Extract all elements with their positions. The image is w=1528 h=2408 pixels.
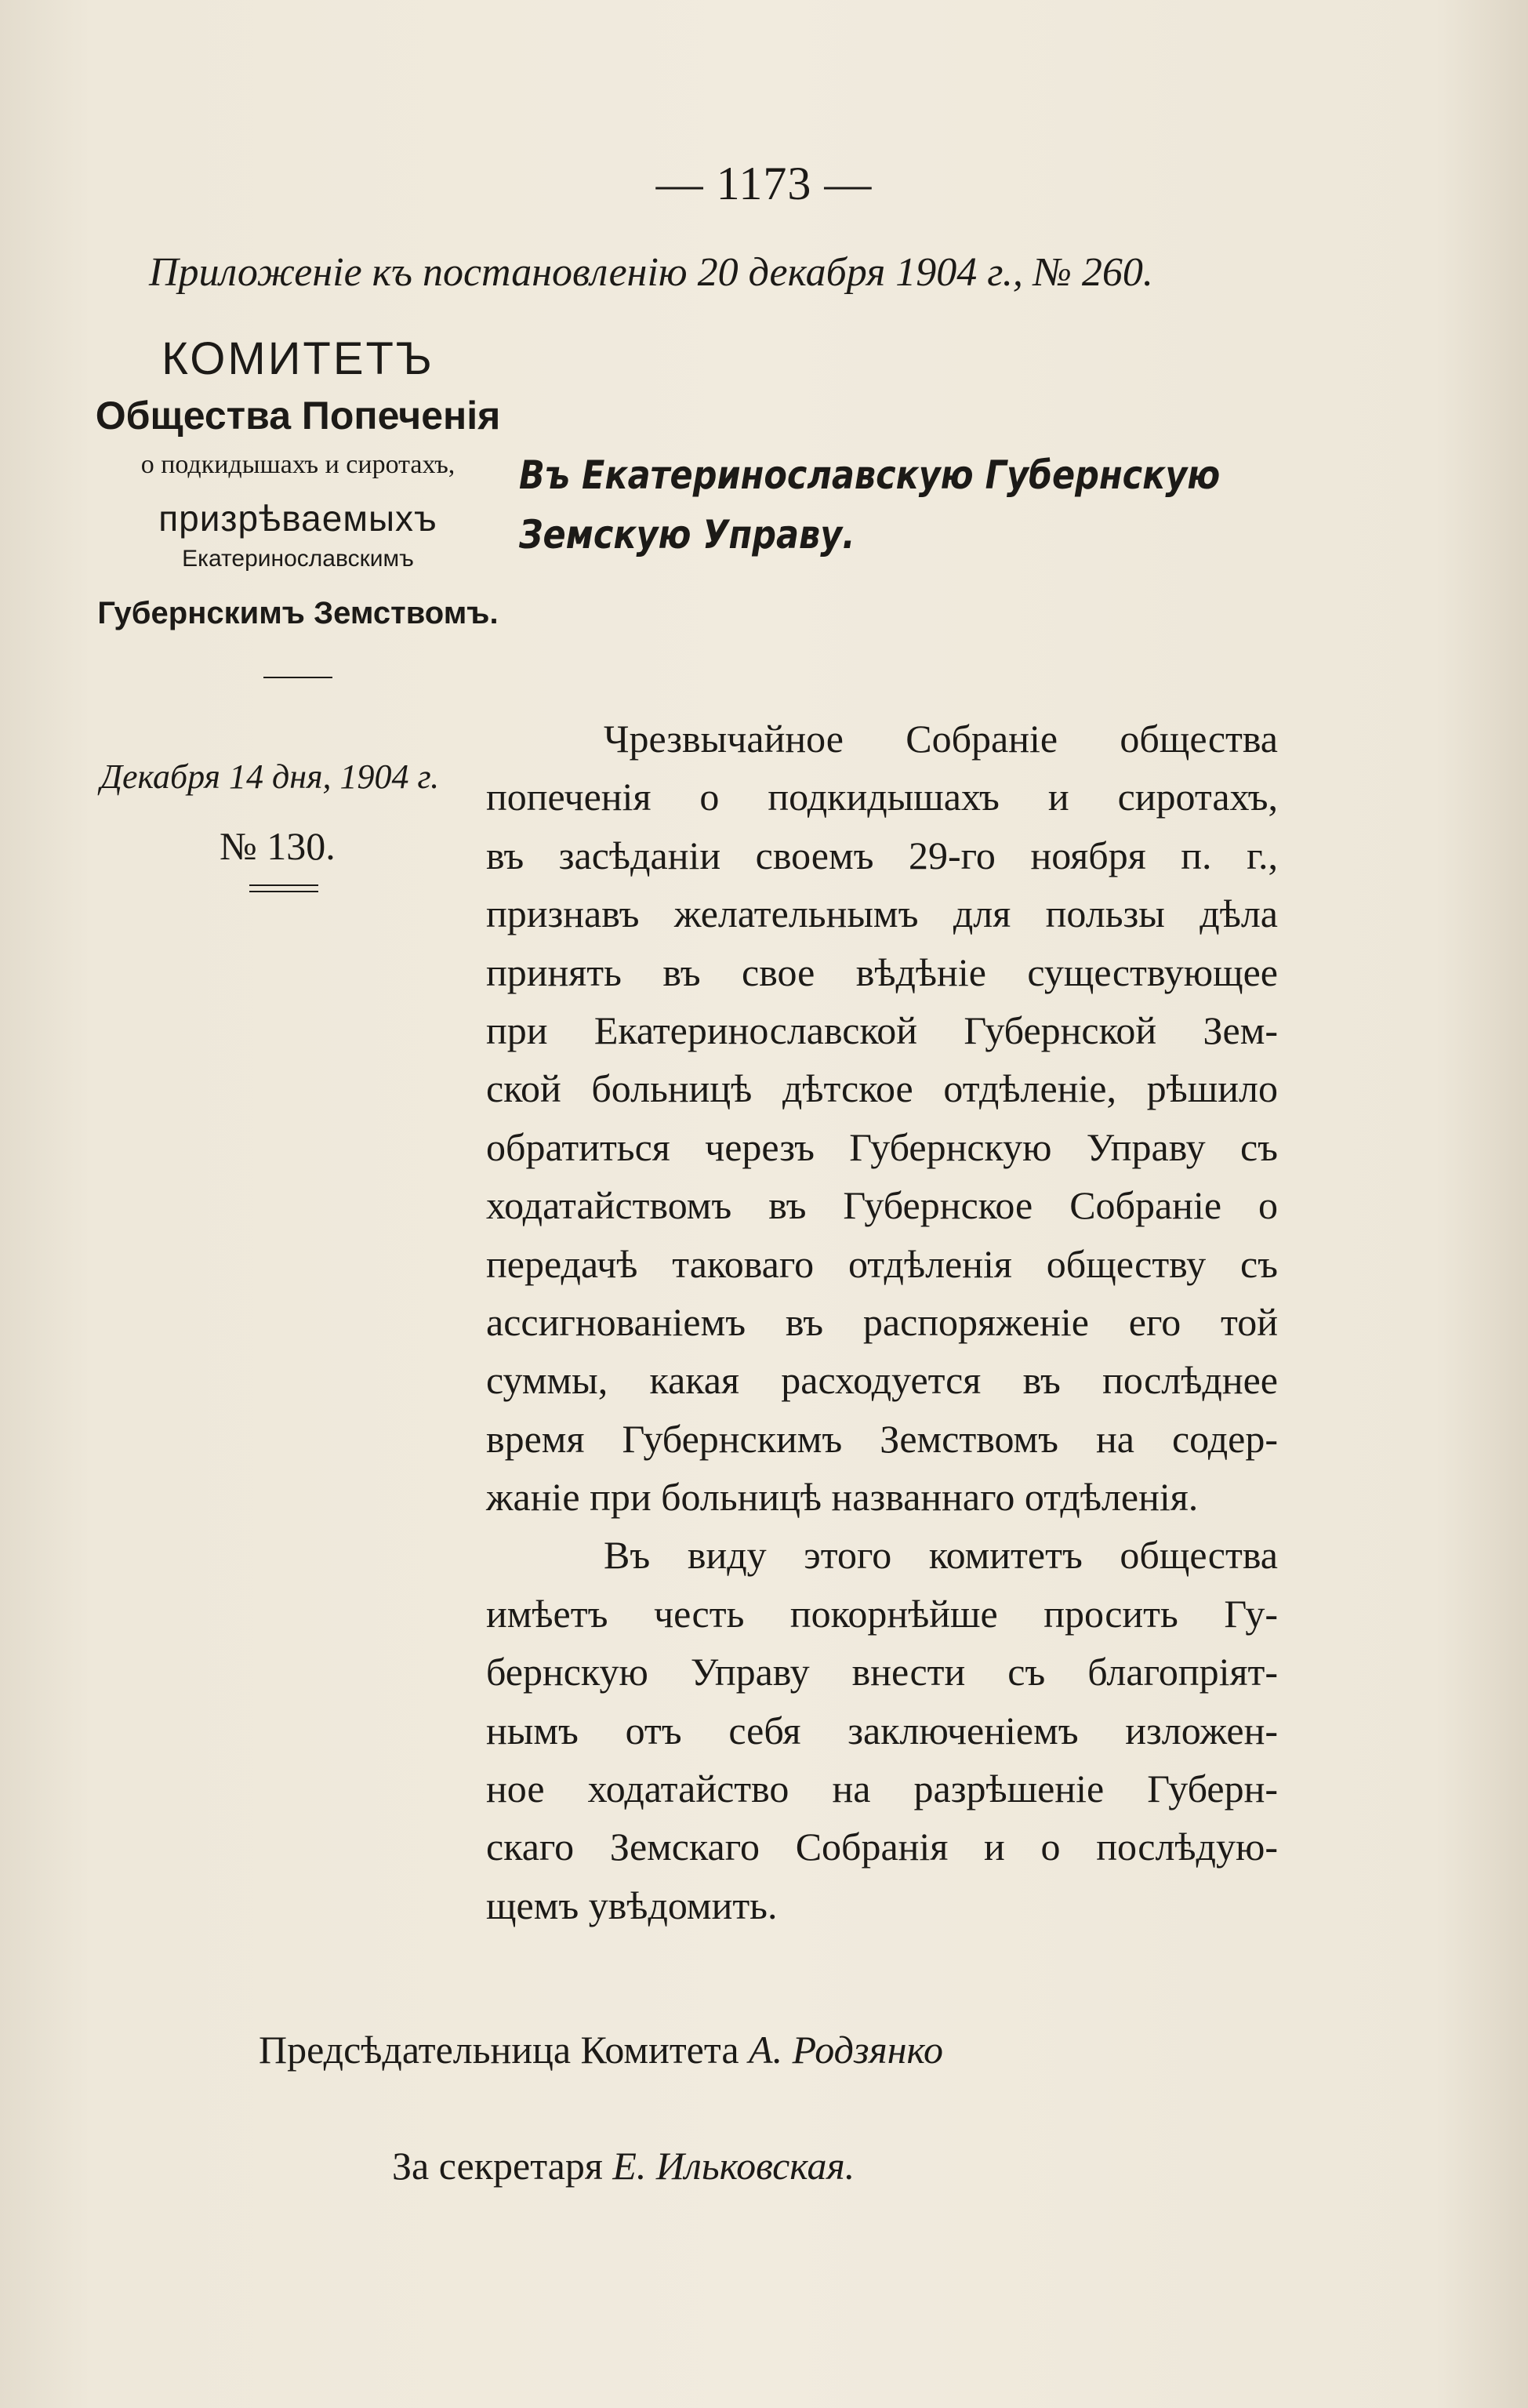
secretary-name: Е. Ильковская. (612, 2144, 855, 2188)
body-line: щемъ увѣдомить. (486, 1883, 778, 1927)
body-line: передачѣ таковаго отдѣленія обществу съ (486, 1241, 1278, 1286)
chair-name: А. Родзянко (749, 2028, 943, 2072)
body-line: ходатайствомъ въ Губернское Собраніе о (486, 1183, 1278, 1228)
society-ekaterinoslav-line: Екатеринославскимъ (182, 546, 414, 572)
letter-date: Декабря 14 дня, 1904 г. (100, 757, 440, 796)
appendix-note: Приложеніе къ постановленію 20 декабря 1904 г., № 260. (149, 250, 1153, 295)
addressee (519, 445, 1221, 565)
body-line: Въ виду этого комитетъ общества (604, 1533, 1278, 1578)
addressee-line: Въ Екатеринославскую Губернскую (519, 452, 1221, 498)
body-line: нымъ отъ себя заключеніемъ изложен- (486, 1708, 1278, 1752)
body-line: попеченія о подкидышахъ и сиротахъ, (486, 775, 1278, 819)
body-line: принять въ свое вѣдѣніе существующее (486, 950, 1278, 994)
body-line: бернскую Управу внести съ благопріят- (486, 1650, 1278, 1694)
body-line: ное ходатайство на разрѣшеніе Губерн- (486, 1767, 1278, 1811)
body-line: ассигнованіемъ въ распоряженіе его той (486, 1299, 1278, 1344)
body-line: время Губернскимъ Земствомъ на содер- (486, 1416, 1278, 1461)
body-line: признавъ желательнымъ для пользы дѣла (486, 892, 1278, 936)
body-line: суммы, какая расходуется въ послѣднее (486, 1358, 1278, 1403)
divider (249, 884, 318, 886)
sender-block (78, 333, 517, 678)
divider (249, 891, 318, 892)
secretary-signature (392, 2143, 855, 2188)
society-name: Общества Попеченія (95, 394, 501, 438)
society-orphans-line: о подкидышахъ и сиротахъ, (140, 450, 455, 479)
secretary-title: За секретаря (392, 2144, 603, 2188)
chair-signature (259, 2027, 943, 2072)
committee-title: КОМИТЕТЪ (162, 333, 434, 384)
body-line: жаніе при больницѣ названнаго отдѣленія. (486, 1475, 1199, 1520)
letter-number: № 130. (220, 824, 336, 868)
addressee-line: Земскую Управу. (519, 512, 855, 558)
body-line: ской больницѣ дѣтское отдѣленіе, рѣшило (486, 1066, 1278, 1111)
divider (263, 677, 332, 678)
body-line: въ засѣданіи своемъ 29-го ноября п. г., (486, 833, 1278, 877)
body-line: при Екатеринославской Губернской Зем- (486, 1008, 1278, 1052)
society-cared-line: призрѣваемыхъ (158, 498, 437, 539)
society-zemstvo-line: Губернскимъ Земствомъ. (97, 596, 499, 630)
chair-title: Предсѣдательница Комитета (259, 2028, 739, 2072)
page-number: — 1173 — (655, 158, 873, 209)
letter-body (486, 710, 1278, 1934)
body-line: Чрезвычайное Собраніе общества (604, 717, 1278, 761)
body-line: скаго Земскаго Собранія и о послѣдую- (486, 1825, 1278, 1869)
body-line: имѣетъ честь покорнѣйше просить Гу- (486, 1591, 1278, 1636)
body-line: обратиться черезъ Губернскую Управу съ (486, 1124, 1278, 1169)
